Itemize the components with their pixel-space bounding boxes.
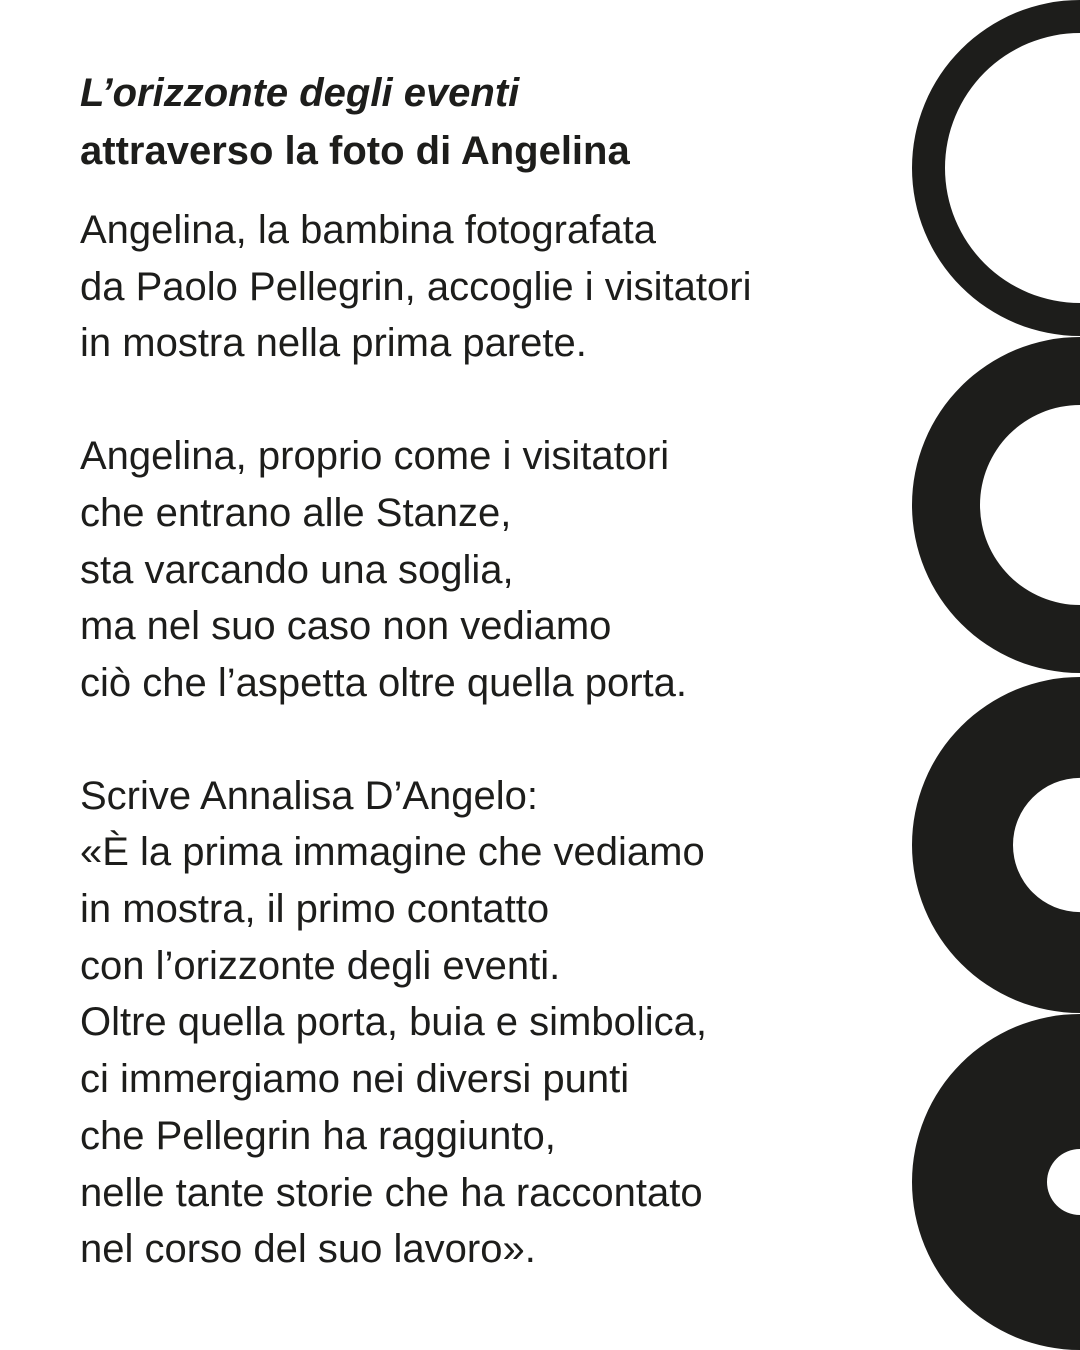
- paragraph-line: Oltre quella porta, buia e simbolica,: [80, 1000, 707, 1045]
- paragraph-line: da Paolo Pellegrin, accoglie i visitatori: [80, 264, 752, 309]
- paragraph-line: ciò che l’aspetta oltre quella porta.: [80, 660, 688, 705]
- paragraph-line: Angelina, la bambina fotografata: [80, 208, 656, 252]
- paragraph-line: che Pellegrin ha raggiunto,: [80, 1113, 556, 1158]
- ring-1-shape: [912, 0, 1080, 336]
- paragraph-line: nel corso del suo lavoro».: [80, 1227, 536, 1272]
- title-italic-line: L’orizzonte degli eventi: [80, 71, 520, 115]
- paragraph-line: sta varcando una soglia,: [80, 547, 514, 592]
- paragraph-line: che entrano alle Stanze,: [80, 490, 512, 535]
- ring-4-shape: [912, 1014, 1080, 1350]
- paragraph-line: in mostra, il primo contatto: [80, 887, 550, 932]
- paragraph-line: ma nel suo caso non vediamo: [80, 604, 612, 649]
- ring-2-shape: [912, 337, 1080, 673]
- title-subtitle-line: attraverso la foto di Angelina: [80, 129, 630, 173]
- paragraph-line: in mostra nella prima parete.: [80, 321, 587, 366]
- paragraph-line: Angelina, proprio come i visitatori: [80, 434, 670, 479]
- ring-3-shape: [912, 677, 1080, 1013]
- paragraph-line: ci immergiamo nei diversi punti: [80, 1057, 630, 1102]
- paragraph-line: nelle tante storie che ha raccontato: [80, 1170, 703, 1215]
- paragraph-line: con l’orizzonte degli eventi.: [80, 943, 561, 988]
- paragraph-line: Scrive Annalisa D’Angelo:: [80, 773, 539, 818]
- paragraph-line: «È la prima immagine che vediamo: [80, 830, 705, 875]
